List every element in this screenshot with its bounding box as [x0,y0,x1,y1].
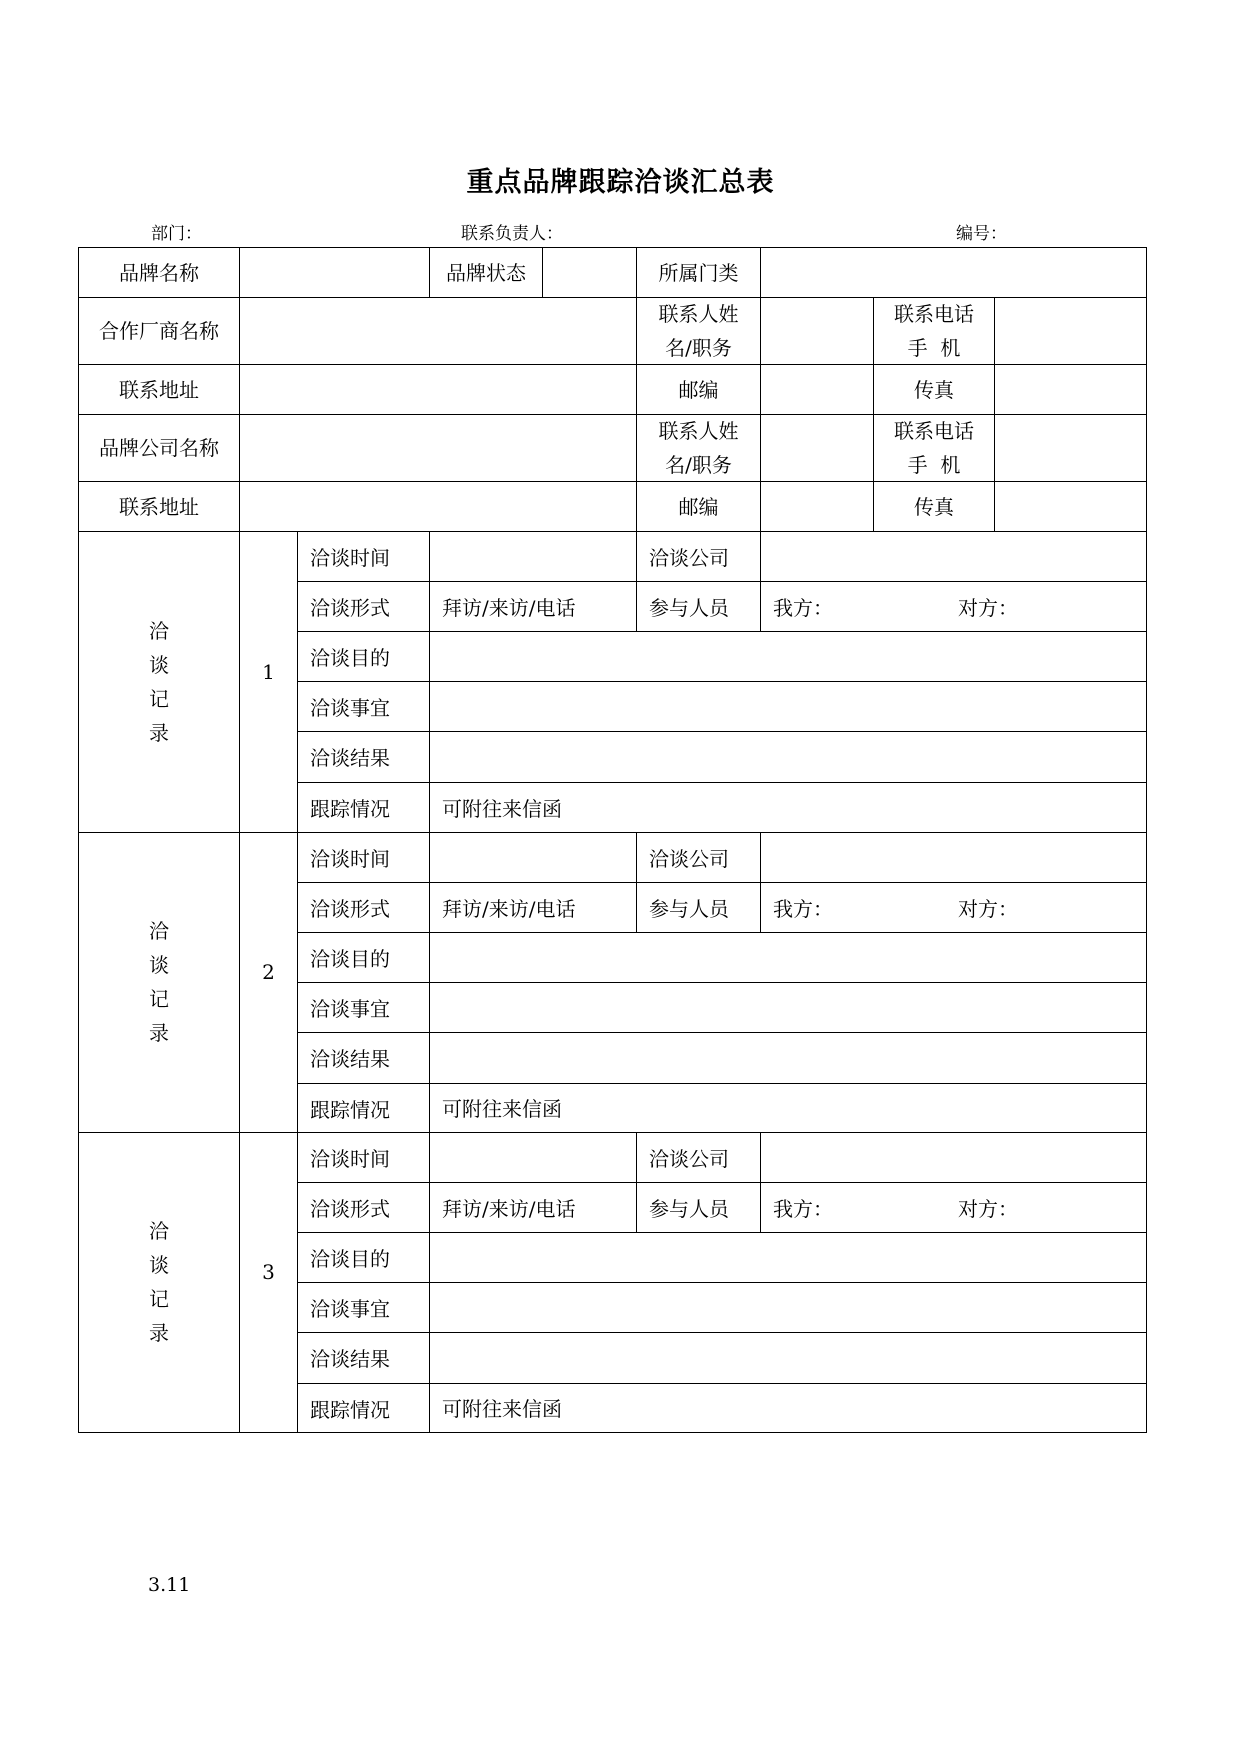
tracking-status-label: 跟踪情况 [310,1397,390,1422]
partner-name-label: 合作厂商名称 [99,319,219,343]
record-side-char: 记 [149,686,169,711]
phone-label-line1: 联系电话 [894,302,974,326]
negotiation-result-label: 洽谈结果 [310,746,390,770]
brand-phone-label [874,415,994,481]
negotiation-form-label: 洽谈形式 [310,896,390,921]
record-side-label [79,1132,239,1432]
negotiation-matters-label: 洽谈事宜 [310,1296,390,1321]
record-side-char: 谈 [149,652,169,677]
our-side-label: 我方： [773,1196,833,1221]
negotiation-form-label: 洽谈形式 [310,1196,390,1221]
record-number: 1 [262,659,275,684]
brand-status-label: 品牌状态 [446,260,526,285]
brand-name-label: 品牌名称 [119,260,199,285]
negotiation-form-value: 拜访/来访/电话 [442,1196,576,1221]
other-side-label: 对方： [958,896,1018,921]
category-label: 所属门类 [658,260,739,285]
brand-company-label: 品牌公司名称 [99,436,219,460]
tracking-status-value: 可附往来信函 [442,1097,562,1121]
tracking-status-label: 跟踪情况 [310,796,390,821]
phone-label [874,298,994,364]
brand-contact-person-label [637,415,760,481]
col-divider [239,247,240,531]
partner-fax-label: 传真 [914,377,954,402]
our-side-label: 我方： [773,896,833,921]
brand-contact-person-label-line2: 名/职务 [665,453,732,477]
record-side-char: 洽 [149,618,169,643]
negotiation-matters-label: 洽谈事宜 [310,695,390,720]
participants-label: 参与人员 [649,896,729,921]
tracking-status-label: 跟踪情况 [310,1097,390,1122]
participants-label: 参与人员 [649,595,729,620]
negotiation-company-label: 洽谈公司 [649,846,729,871]
record-side-char: 洽 [149,919,169,943]
negotiation-result-label: 洽谈结果 [310,1047,390,1071]
negotiation-form-label: 洽谈形式 [310,595,390,620]
record-side-char: 录 [149,1321,169,1345]
contact-person-label-line2: 名/职务 [665,336,732,360]
partner-postcode-label: 邮编 [678,377,719,402]
negotiation-purpose-label: 洽谈目的 [310,1246,390,1271]
number-label: 编号： [956,224,1007,244]
record-side-char: 记 [149,987,169,1011]
contact-person-label [637,298,760,364]
negotiation-time-label: 洽谈时间 [310,545,390,570]
record-side-char: 洽 [149,1219,169,1243]
brand-phone-label-line2: 手 机 [907,453,961,477]
brand-fax-label: 传真 [914,494,954,519]
other-side-label: 对方： [958,1196,1018,1221]
contact-person-label-line1: 联系人姓 [658,302,739,326]
record-side-char: 谈 [149,1253,169,1277]
phone-label-line2: 手 机 [907,336,961,360]
col-divider [760,247,761,531]
table-border [78,1432,1147,1433]
brand-postcode-label: 邮编 [678,494,719,519]
partner-address-label: 联系地址 [119,377,199,402]
record-side-char: 录 [149,720,169,745]
record-side-char: 谈 [149,953,169,977]
col-divider [994,297,995,531]
record-number: 2 [262,960,275,984]
tracking-status-value: 可附往来信函 [442,1397,562,1421]
brand-phone-label-line1: 联系电话 [894,419,974,443]
negotiation-time-label: 洽谈时间 [310,846,390,871]
record-side-label [79,531,239,832]
record-number: 3 [262,1260,275,1284]
record-side-label [79,832,239,1132]
negotiation-purpose-label: 洽谈目的 [310,946,390,971]
our-side-label: 我方： [773,595,833,620]
tracking-status-value: 可附往来信函 [442,796,562,821]
negotiation-company-label: 洽谈公司 [649,1146,729,1171]
record-side-char: 记 [149,1287,169,1311]
negotiation-purpose-label: 洽谈目的 [310,645,390,670]
brand-address-label: 联系地址 [119,494,199,519]
negotiation-form-value: 拜访/来访/电话 [442,595,576,620]
table-border [1146,247,1147,1433]
footer-note: 3.11 [148,1574,191,1596]
other-side-label: 对方： [958,595,1018,620]
negotiation-result-label: 洽谈结果 [310,1347,390,1371]
document-title: 重点品牌跟踪洽谈汇总表 [466,167,775,198]
participants-label: 参与人员 [649,1196,729,1221]
col-divider [542,247,543,297]
negotiation-company-label: 洽谈公司 [649,545,729,570]
dept-label: 部门： [151,224,202,244]
negotiation-form-value: 拜访/来访/电话 [442,896,576,921]
negotiation-time-label: 洽谈时间 [310,1146,390,1171]
negotiation-matters-label: 洽谈事宜 [310,996,390,1021]
brand-contact-person-label-line1: 联系人姓 [658,419,739,443]
record-side-char: 录 [149,1021,169,1045]
contact-owner-label: 联系负责人： [461,224,563,244]
